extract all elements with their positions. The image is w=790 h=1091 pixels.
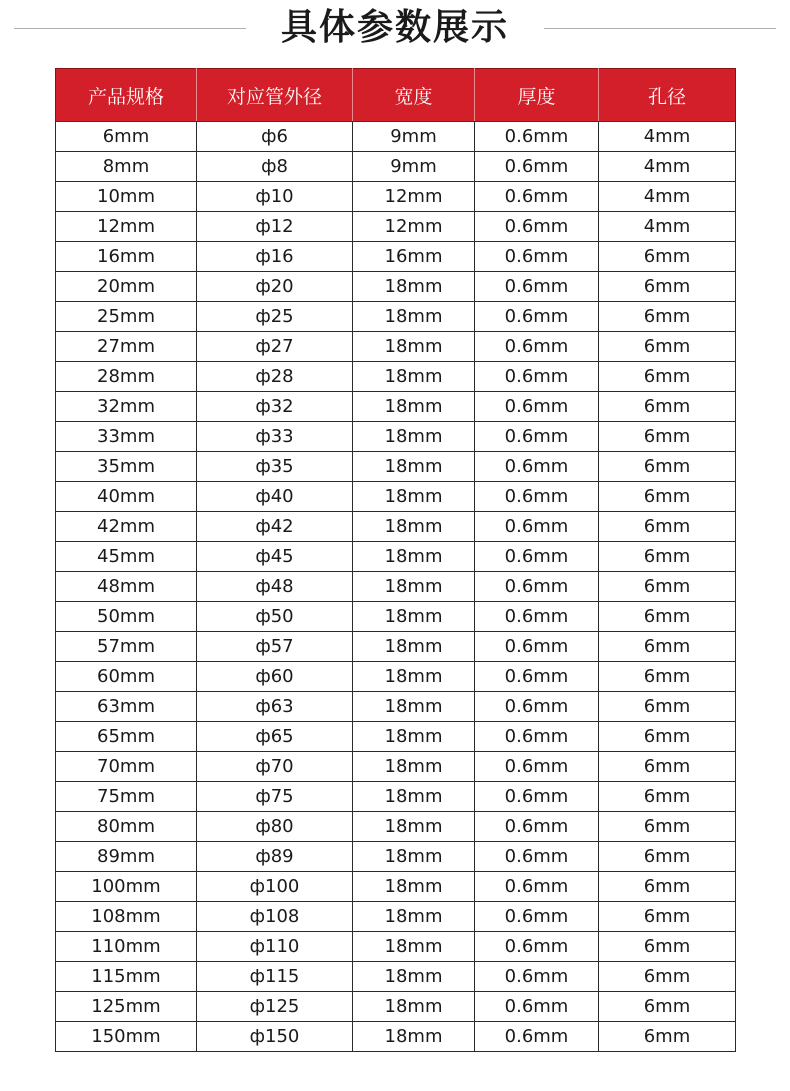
header-product-spec: 产品规格: [56, 69, 197, 122]
cell-thickness: 0.6mm: [475, 932, 599, 962]
cell-product-spec: 63mm: [56, 692, 197, 722]
cell-hole-diameter: 6mm: [599, 452, 736, 482]
table-row: [56, 272, 736, 302]
cell-pipe-outer-diameter: ф57: [197, 632, 353, 662]
cell-hole-diameter: 6mm: [599, 1022, 736, 1052]
cell-pipe-outer-diameter: ф27: [197, 332, 353, 362]
cell-width: 18mm: [353, 692, 475, 722]
cell-pipe-outer-diameter: ф10: [197, 182, 353, 212]
cell-product-spec: 33mm: [56, 422, 197, 452]
cell-width: 18mm: [353, 572, 475, 602]
cell-product-spec: 89mm: [56, 842, 197, 872]
cell-thickness: 0.6mm: [475, 482, 599, 512]
table-row: [56, 572, 736, 602]
cell-thickness: 0.6mm: [475, 272, 599, 302]
cell-thickness: 0.6mm: [475, 992, 599, 1022]
cell-product-spec: 125mm: [56, 992, 197, 1022]
cell-pipe-outer-diameter: ф89: [197, 842, 353, 872]
cell-pipe-outer-diameter: ф75: [197, 782, 353, 812]
cell-pipe-outer-diameter: ф20: [197, 272, 353, 302]
cell-product-spec: 8mm: [56, 152, 197, 182]
cell-width: 18mm: [353, 752, 475, 782]
table-row: [56, 512, 736, 542]
table-row: [56, 992, 736, 1022]
cell-hole-diameter: 6mm: [599, 782, 736, 812]
cell-hole-diameter: 6mm: [599, 872, 736, 902]
title-divider-right: [544, 28, 776, 29]
cell-thickness: 0.6mm: [475, 632, 599, 662]
cell-width: 18mm: [353, 992, 475, 1022]
cell-product-spec: 45mm: [56, 542, 197, 572]
cell-product-spec: 25mm: [56, 302, 197, 332]
cell-width: 9mm: [353, 152, 475, 182]
spec-table: [55, 68, 736, 1052]
cell-thickness: 0.6mm: [475, 512, 599, 542]
cell-thickness: 0.6mm: [475, 422, 599, 452]
cell-thickness: 0.6mm: [475, 542, 599, 572]
table-row: [56, 962, 736, 992]
cell-hole-diameter: 6mm: [599, 242, 736, 272]
cell-thickness: 0.6mm: [475, 692, 599, 722]
cell-width: 18mm: [353, 812, 475, 842]
cell-pipe-outer-diameter: ф33: [197, 422, 353, 452]
cell-width: 18mm: [353, 782, 475, 812]
table-row: [56, 1022, 736, 1052]
cell-thickness: 0.6mm: [475, 722, 599, 752]
header-row: [56, 69, 736, 122]
cell-hole-diameter: 4mm: [599, 212, 736, 242]
cell-width: 18mm: [353, 1022, 475, 1052]
cell-pipe-outer-diameter: ф32: [197, 392, 353, 422]
cell-thickness: 0.6mm: [475, 662, 599, 692]
cell-hole-diameter: 4mm: [599, 122, 736, 152]
cell-width: 18mm: [353, 452, 475, 482]
table-row: [56, 482, 736, 512]
cell-product-spec: 70mm: [56, 752, 197, 782]
cell-thickness: 0.6mm: [475, 872, 599, 902]
cell-pipe-outer-diameter: ф125: [197, 992, 353, 1022]
cell-pipe-outer-diameter: ф16: [197, 242, 353, 272]
cell-pipe-outer-diameter: ф40: [197, 482, 353, 512]
table-row: [56, 692, 736, 722]
cell-product-spec: 57mm: [56, 632, 197, 662]
table-row: [56, 872, 736, 902]
cell-hole-diameter: 6mm: [599, 722, 736, 752]
cell-pipe-outer-diameter: ф48: [197, 572, 353, 602]
cell-product-spec: 115mm: [56, 962, 197, 992]
cell-product-spec: 16mm: [56, 242, 197, 272]
cell-hole-diameter: 6mm: [599, 422, 736, 452]
cell-product-spec: 150mm: [56, 1022, 197, 1052]
table-row: [56, 932, 736, 962]
cell-pipe-outer-diameter: ф50: [197, 602, 353, 632]
cell-thickness: 0.6mm: [475, 242, 599, 272]
table-row: [56, 602, 736, 632]
cell-thickness: 0.6mm: [475, 602, 599, 632]
table-row: [56, 422, 736, 452]
cell-pipe-outer-diameter: ф45: [197, 542, 353, 572]
cell-width: 18mm: [353, 632, 475, 662]
cell-width: 18mm: [353, 602, 475, 632]
table-row: [56, 212, 736, 242]
cell-thickness: 0.6mm: [475, 812, 599, 842]
cell-hole-diameter: 6mm: [599, 572, 736, 602]
cell-thickness: 0.6mm: [475, 452, 599, 482]
cell-hole-diameter: 4mm: [599, 152, 736, 182]
cell-pipe-outer-diameter: ф25: [197, 302, 353, 332]
cell-product-spec: 60mm: [56, 662, 197, 692]
header-thickness: 厚度: [475, 69, 599, 122]
cell-width: 18mm: [353, 932, 475, 962]
cell-hole-diameter: 6mm: [599, 842, 736, 872]
cell-hole-diameter: 6mm: [599, 602, 736, 632]
cell-product-spec: 12mm: [56, 212, 197, 242]
table-row: [56, 842, 736, 872]
table-row: [56, 242, 736, 272]
cell-hole-diameter: 6mm: [599, 962, 736, 992]
cell-width: 18mm: [353, 962, 475, 992]
cell-thickness: 0.6mm: [475, 752, 599, 782]
cell-product-spec: 10mm: [56, 182, 197, 212]
cell-width: 18mm: [353, 362, 475, 392]
cell-pipe-outer-diameter: ф8: [197, 152, 353, 182]
cell-product-spec: 75mm: [56, 782, 197, 812]
cell-width: 18mm: [353, 302, 475, 332]
cell-pipe-outer-diameter: ф100: [197, 872, 353, 902]
cell-pipe-outer-diameter: ф108: [197, 902, 353, 932]
table-row: [56, 182, 736, 212]
cell-thickness: 0.6mm: [475, 152, 599, 182]
cell-hole-diameter: 6mm: [599, 392, 736, 422]
table-row: [56, 362, 736, 392]
cell-width: 18mm: [353, 722, 475, 752]
table-row: [56, 302, 736, 332]
cell-width: 18mm: [353, 422, 475, 452]
table-row: [56, 392, 736, 422]
cell-product-spec: 50mm: [56, 602, 197, 632]
cell-hole-diameter: 6mm: [599, 332, 736, 362]
cell-width: 18mm: [353, 482, 475, 512]
cell-product-spec: 20mm: [56, 272, 197, 302]
cell-hole-diameter: 4mm: [599, 182, 736, 212]
cell-product-spec: 108mm: [56, 902, 197, 932]
cell-pipe-outer-diameter: ф42: [197, 512, 353, 542]
cell-hole-diameter: 6mm: [599, 512, 736, 542]
spec-table-body: [56, 122, 736, 1052]
cell-width: 16mm: [353, 242, 475, 272]
cell-thickness: 0.6mm: [475, 572, 599, 602]
cell-width: 18mm: [353, 662, 475, 692]
title-divider-left: [14, 28, 246, 29]
cell-thickness: 0.6mm: [475, 962, 599, 992]
header-hole-diameter: 孔径: [599, 69, 736, 122]
cell-product-spec: 32mm: [56, 392, 197, 422]
table-row: [56, 452, 736, 482]
cell-thickness: 0.6mm: [475, 902, 599, 932]
cell-product-spec: 28mm: [56, 362, 197, 392]
cell-width: 18mm: [353, 902, 475, 932]
header-pipe-outer-diameter: 对应管外径: [197, 69, 353, 122]
cell-thickness: 0.6mm: [475, 362, 599, 392]
cell-product-spec: 42mm: [56, 512, 197, 542]
cell-pipe-outer-diameter: ф80: [197, 812, 353, 842]
cell-hole-diameter: 6mm: [599, 362, 736, 392]
cell-thickness: 0.6mm: [475, 782, 599, 812]
cell-hole-diameter: 6mm: [599, 272, 736, 302]
table-row: [56, 542, 736, 572]
cell-width: 18mm: [353, 272, 475, 302]
table-row: [56, 902, 736, 932]
cell-pipe-outer-diameter: ф115: [197, 962, 353, 992]
cell-product-spec: 65mm: [56, 722, 197, 752]
cell-hole-diameter: 6mm: [599, 482, 736, 512]
cell-pipe-outer-diameter: ф28: [197, 362, 353, 392]
cell-product-spec: 80mm: [56, 812, 197, 842]
table-row: [56, 662, 736, 692]
cell-thickness: 0.6mm: [475, 392, 599, 422]
cell-hole-diameter: 6mm: [599, 692, 736, 722]
cell-width: 18mm: [353, 332, 475, 362]
cell-hole-diameter: 6mm: [599, 662, 736, 692]
cell-width: 12mm: [353, 182, 475, 212]
table-row: [56, 722, 736, 752]
cell-hole-diameter: 6mm: [599, 992, 736, 1022]
cell-hole-diameter: 6mm: [599, 752, 736, 782]
cell-width: 18mm: [353, 392, 475, 422]
title-bar: [0, 0, 790, 60]
cell-width: 18mm: [353, 512, 475, 542]
cell-thickness: 0.6mm: [475, 302, 599, 332]
cell-thickness: 0.6mm: [475, 182, 599, 212]
cell-hole-diameter: 6mm: [599, 542, 736, 572]
cell-thickness: 0.6mm: [475, 212, 599, 242]
cell-hole-diameter: 6mm: [599, 632, 736, 662]
table-row: [56, 812, 736, 842]
cell-thickness: 0.6mm: [475, 122, 599, 152]
cell-hole-diameter: 6mm: [599, 932, 736, 962]
table-row: [56, 122, 736, 152]
cell-thickness: 0.6mm: [475, 842, 599, 872]
cell-width: 18mm: [353, 842, 475, 872]
cell-product-spec: 40mm: [56, 482, 197, 512]
cell-pipe-outer-diameter: ф35: [197, 452, 353, 482]
cell-pipe-outer-diameter: ф70: [197, 752, 353, 782]
cell-thickness: 0.6mm: [475, 332, 599, 362]
cell-pipe-outer-diameter: ф12: [197, 212, 353, 242]
cell-product-spec: 110mm: [56, 932, 197, 962]
cell-pipe-outer-diameter: ф65: [197, 722, 353, 752]
table-row: [56, 152, 736, 182]
table-row: [56, 332, 736, 362]
table-row: [56, 782, 736, 812]
header-width: 宽度: [353, 69, 475, 122]
cell-product-spec: 35mm: [56, 452, 197, 482]
spec-table-header: [56, 69, 736, 122]
cell-width: 18mm: [353, 542, 475, 572]
table-row: [56, 752, 736, 782]
cell-product-spec: 6mm: [56, 122, 197, 152]
cell-pipe-outer-diameter: ф110: [197, 932, 353, 962]
cell-hole-diameter: 6mm: [599, 812, 736, 842]
cell-width: 18mm: [353, 872, 475, 902]
table-row: [56, 632, 736, 662]
cell-product-spec: 27mm: [56, 332, 197, 362]
cell-hole-diameter: 6mm: [599, 302, 736, 332]
cell-pipe-outer-diameter: ф60: [197, 662, 353, 692]
cell-thickness: 0.6mm: [475, 1022, 599, 1052]
cell-width: 12mm: [353, 212, 475, 242]
page-title: 具体参数展示: [280, 7, 509, 48]
cell-product-spec: 48mm: [56, 572, 197, 602]
cell-hole-diameter: 6mm: [599, 902, 736, 932]
cell-product-spec: 100mm: [56, 872, 197, 902]
cell-pipe-outer-diameter: ф6: [197, 122, 353, 152]
cell-pipe-outer-diameter: ф150: [197, 1022, 353, 1052]
cell-width: 9mm: [353, 122, 475, 152]
cell-pipe-outer-diameter: ф63: [197, 692, 353, 722]
